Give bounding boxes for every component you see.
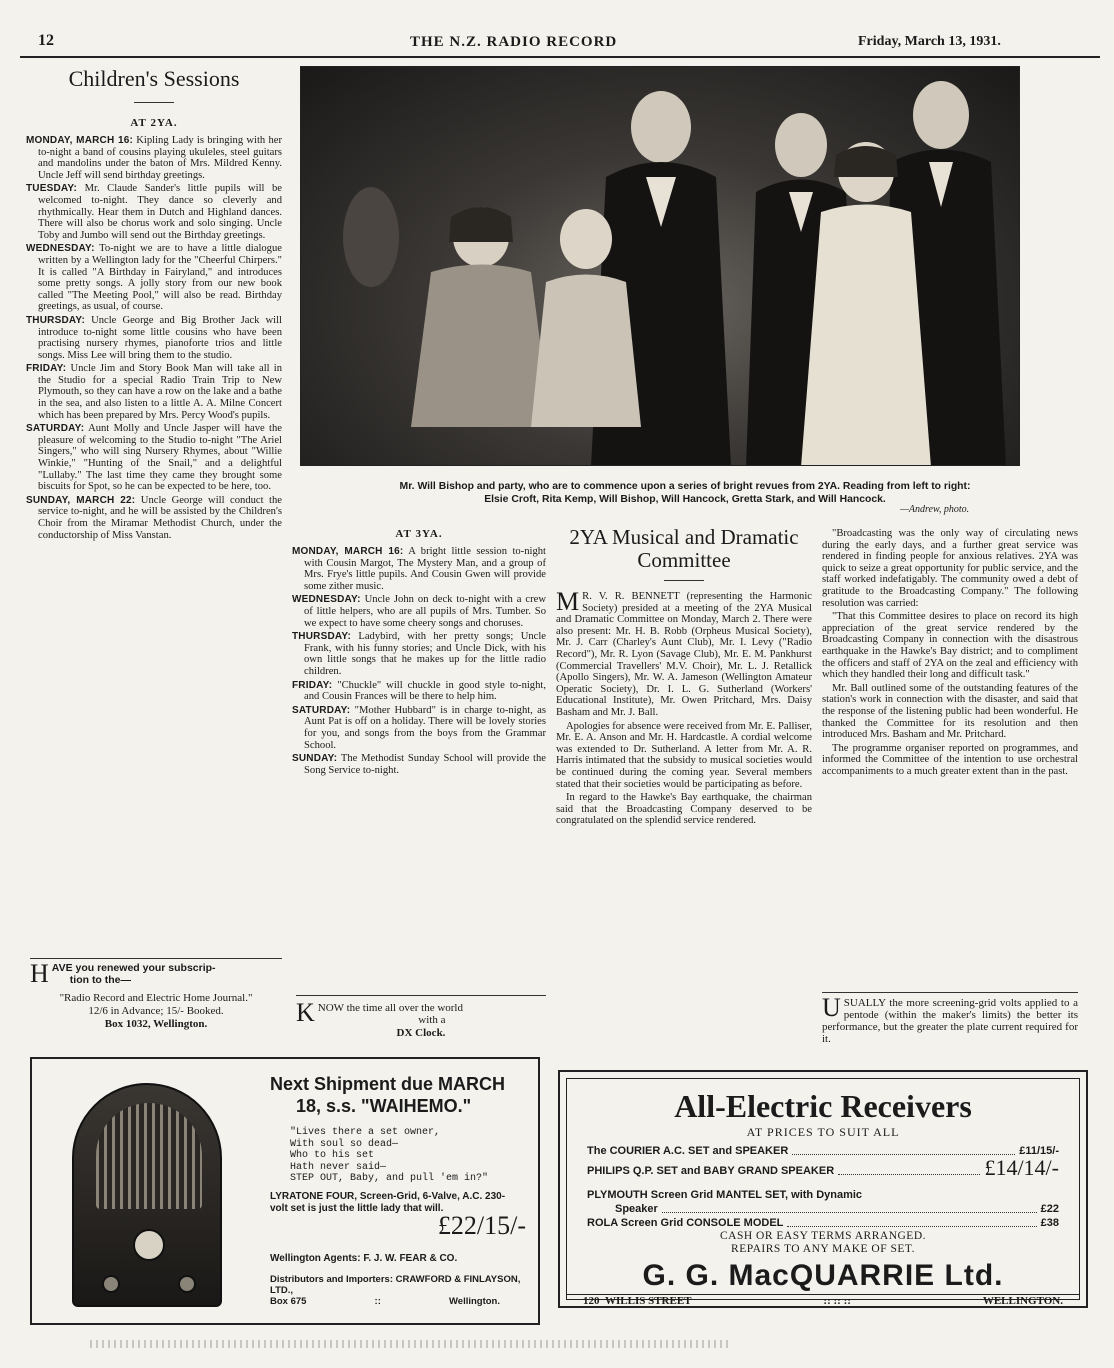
dx-clock-initial: K: [296, 998, 315, 1027]
woman-head-2: [560, 209, 612, 269]
committee-para5: "That this Committee desires to place on record its high appreciation of the great service rendered by the Broadcasting Company in connection with the disastrous earthquake in the Hawke's Bay district; and to compliment the officers and staff of 2YA on the zeal and efficiency with which they handled their long and difficult task.": [822, 611, 1078, 681]
poem-line: Hath never said—: [290, 1161, 387, 1173]
session-entry: [26, 363, 282, 421]
session-entry: [292, 753, 546, 776]
plymouth-line: PLYMOUTH Screen Grid MANTEL SET, with Dynamic: [587, 1189, 863, 1201]
rola-price: £38: [1040, 1217, 1059, 1229]
session-entry: [292, 680, 546, 703]
woman-dress-2: [531, 275, 641, 428]
party-photo: [300, 66, 1020, 466]
photo-caption: [290, 480, 1080, 506]
terms-line: CASH OR EASY TERMS ARRANGED.: [719, 1230, 927, 1242]
lyratone-advertisement: [30, 1057, 540, 1325]
man-head-3: [913, 81, 969, 149]
poem-line: With soul so dead—: [290, 1138, 399, 1150]
committee-rule: [664, 580, 704, 581]
session-day: THURSDAY:: [26, 314, 86, 326]
macquarrie-advertisement: [558, 1070, 1088, 1308]
session-day: THURSDAY:: [292, 631, 352, 643]
session-text: Uncle George will conduct the service to-night, and he will be assisted by the Children's Choir from the Miramar Methodist Church, under the conductorship of Miss Vanstan.: [38, 494, 282, 541]
page-header: [0, 32, 1114, 56]
radio-knob-left: [102, 1275, 120, 1293]
lyratone-city: Wellington.: [448, 1295, 500, 1307]
plymouth-price: £22: [1040, 1203, 1059, 1215]
subscribe-box: Box 1032, Wellington.: [104, 1018, 208, 1031]
issue-date: Friday, March 13, 1931.: [858, 34, 1001, 49]
poem-line: Who to his set: [290, 1150, 375, 1161]
committee-initial: M: [556, 587, 580, 616]
lyratone-distributors: Distributors and Importers: CRAWFORD & FINLAYSON, LTD.,: [270, 1273, 521, 1296]
session-day: MONDAY, MARCH 16:: [292, 546, 404, 557]
dx-clock-line3: DX Clock.: [396, 1027, 446, 1039]
dx-clock-line2: with a: [418, 1014, 446, 1026]
committee-column-continued: [822, 528, 1078, 779]
committee-para7: The programme organiser reported on programmes, and informed the Committee of the intention to use orchestral accompaniments to a much greater extent than in the past.: [822, 742, 1078, 777]
dx-clock-line1: NOW the time all over the world: [317, 1002, 463, 1014]
session-entry: [292, 546, 546, 592]
macquarrie-address: 120 WILLIS STREET :: :: :: WELLINGTON.: [567, 1294, 1079, 1307]
at2ya-subheading: AT 2YA.: [130, 117, 178, 129]
poem-line: STEP OUT, Baby, and pull 'em in?": [290, 1173, 489, 1184]
session-entry: [26, 315, 282, 361]
session-day: MONDAY, MARCH 16:: [26, 135, 134, 146]
at3ya-column: [292, 528, 546, 778]
subscribe-initial: H: [30, 959, 49, 988]
session-day: WEDNESDAY:: [292, 594, 361, 606]
session-text: To-night we are to have a little dialogue written by a Wellington lady for the "Cheerful Chirpers." It is called "A Birthday in Fairyland," and introduces some pretty songs. A jolly story from our new book called "The Meeting Pool," will also be read. Birthday greetings, as usual, of course.: [38, 243, 282, 313]
section-rule: [134, 102, 174, 103]
at2ya-entries: [26, 135, 282, 541]
session-day: FRIDAY:: [26, 363, 67, 375]
lyratone-headline-2: 18, s.s. "WAIHEMO.": [296, 1096, 472, 1116]
pentode-note: [822, 992, 1078, 1045]
lyratone-agents: Wellington Agents: F. J. W. FEAR & CO.: [270, 1252, 458, 1264]
session-text: Aunt Molly and Uncle Jasper will have the pleasure of welcoming to the Studio to-night "The Ariel Singers," who will sing Nursery Rhymes, about "Willie Winkie," "Hunting of the Snail," and a delightful "Lullaby." The last time they came they brought some biscuits for Spot, so he can be expected to be here, too.: [38, 423, 282, 493]
radio-grill: [96, 1103, 202, 1209]
childrens-sessions-heading: Children's Sessions: [68, 66, 240, 91]
session-text: Uncle Jim and Story Book Man will take all in the Studio for a special Radio Train Trip to New Plymouth, so they can have a row on the lake and a bathe in the sea, and also listen to a little A. A. Milne Concert which has been prepared by Mrs. Percy Wood's pupils.: [38, 363, 282, 421]
philips-line: PHILIPS Q.P. SET and BABY GRAND SPEAKER £14/14/-: [587, 1155, 1059, 1180]
man-head-2: [775, 113, 827, 177]
at3ya-subheading: AT 3YA.: [395, 528, 443, 540]
subscribe-price: 12/6 in Advance; 15/- Booked.: [88, 1005, 224, 1018]
woman-dress-1: [411, 265, 551, 428]
man-head-1: [631, 91, 691, 163]
session-text: The Methodist Sunday School will provide the Song Service to-night.: [304, 753, 546, 776]
subscribe-journal: "Radio Record and Electric Home Journal.": [59, 992, 253, 1005]
radio-knob-right: [178, 1275, 196, 1293]
lyratone-separator: ::: [374, 1295, 381, 1307]
dx-clock-notice: [296, 995, 546, 1040]
session-text: "Chuckle" will chuckle in good style to-night, and Cousin Frances will be there to help him.: [304, 679, 546, 703]
macquarrie-subhead: AT PRICES TO SUIT ALL: [746, 1125, 900, 1139]
session-text: A bright little session to-night with Cousin Margot, The Mystery Man, and a group of Mrs. Frye's little pupils. And Cousin Gwen will provide some zither music.: [304, 546, 546, 592]
session-entry: [26, 183, 282, 241]
rola-line: ROLA Screen Grid CONSOLE MODEL £38: [587, 1217, 1059, 1229]
session-entry: [26, 135, 282, 181]
background-figure: [343, 187, 399, 287]
committee-para4: "Broadcasting was the only way of circulating news during the early days, and a further great service was rendered in finding people for anxious relatives. 2YA was quick to seize a great opportunity for public service, and the staff worked indefatigably. The community owed a debt of gratitude to the Broadcasting Company." The following resolution was carried:: [822, 528, 1078, 609]
photo-caption-line2: Elsie Croft, Rita Kemp, Will Bishop, Will Hancock, Gretta Stark, and Will Hancock.: [484, 494, 886, 505]
session-day: WEDNESDAY:: [26, 243, 95, 255]
lyratone-price: £22/15/-: [437, 1210, 526, 1240]
radio-cabinet-illustration: [72, 1083, 222, 1307]
subscribe-notice: [30, 958, 282, 1031]
header-rule: [20, 56, 1100, 58]
session-day: SATURDAY:: [292, 704, 351, 716]
session-day: SUNDAY:: [292, 753, 338, 765]
courier-price: £11/15/-: [1019, 1145, 1059, 1157]
lyratone-box: Box 675: [270, 1295, 307, 1307]
radio-dial: [133, 1229, 165, 1261]
session-text: Kipling Lady is bringing with her to-night a band of cousins playing ukuleles, steel guitars and mandolins under the baton of Mrs. Mildred Kenny. Uncle Jeff will send birthday greetings.: [38, 135, 282, 181]
session-text: Ladybird, with her pretty songs; Uncle Frank, with his funny stories; and Uncle Dick, with his own little songs that he makes up for the little radio children.: [304, 631, 546, 677]
pentode-text: SUALLY the more screening-grid volts applied to a pentode (within the maker's limits) the better its performance, but the greater the plate current required for it.: [822, 997, 1078, 1045]
session-day: SATURDAY:: [26, 423, 85, 435]
philips-price: £14/14/-: [984, 1155, 1059, 1180]
page-number: 12: [38, 32, 54, 49]
courier-line: The COURIER A.C. SET and SPEAKER £11/15/-: [587, 1145, 1059, 1157]
macquarrie-company: G. G. MacQUARRIE Ltd.: [642, 1259, 1004, 1292]
page-edge-noise: [90, 1340, 730, 1348]
pentode-initial: U: [822, 993, 841, 1022]
subscribe-line2: tion to the—: [69, 973, 132, 986]
committee-column: [556, 526, 812, 829]
poem-line: "Lives there a set owner,: [290, 1127, 441, 1138]
lyratone-headline-1: Next Shipment due MARCH: [270, 1074, 506, 1094]
plymouth-speaker-line: Speaker £22: [615, 1203, 1059, 1215]
session-entry: [292, 705, 546, 751]
repairs-line: REPAIRS TO ANY MAKE OF SET.: [731, 1243, 915, 1255]
session-entry: [26, 495, 282, 541]
committee-heading: 2YA Musical and Dramatic Committee: [569, 525, 799, 572]
session-text: Mr. Claude Sander's little pupils will be welcomed to-night. They dance so cleverly and rhythmically. Hear them in Dutch and Highland dances. There will also be chorus work and solo singing. Uncle Toby and Jumbo will send out the Birthday greetings.: [38, 183, 282, 241]
subscribe-line1: AVE you renewed your subscrip-: [51, 962, 216, 974]
at3ya-entries: [292, 546, 546, 776]
lyratone-body: LYRATONE FOUR, Screen-Grid, 6-Valve, A.C. 230-volt set is just the little lady that will.: [270, 1190, 506, 1214]
woman-dress-3: [801, 205, 931, 467]
session-entry: [26, 423, 282, 493]
session-day: TUESDAY:: [26, 183, 78, 195]
lyratone-address: [270, 1296, 500, 1307]
committee-para2: Apologies for absence were received from Mr. E. Palliser, Mr. E. A. Anson and Mr. H. Hardcastle. A cordial welcome was extended to Dr. Sutherland. A letter from Mr. A. R. Harris intimated that the subsidy to musical societies would be continued during the coming year. Several members stated that their societies would be participating as before.: [556, 720, 812, 790]
session-day: FRIDAY:: [292, 679, 333, 691]
session-text: Uncle George and Big Brother Jack will introduce to-night some little cousins who have been practising nursery rhymes, pianoforte trios and little songs. Miss Lee will bring them to the studio.: [38, 314, 282, 361]
session-entry: [292, 631, 546, 677]
party-photo-figures: [301, 67, 1020, 466]
publication-title: THE N.Z. RADIO RECORD: [410, 34, 618, 50]
committee-para6: Mr. Ball outlined some of the outstanding features of the station's work in connection with the disaster, and said that the response of the listening public had been wonderful. He thanked the Committee for its resolution and then introduced Mrs. Basham and Mr. Pritchard.: [822, 682, 1078, 741]
lyratone-poem: [290, 1127, 532, 1185]
session-text: Uncle John on deck to-night with a crew of little helpers, who are all pupils of Mrs. Tumber. So we expect to have some cheery songs and choruses.: [304, 594, 546, 629]
session-text: "Mother Hubbard" is in charge to-night, as Aunt Pat is off on a holiday. There will be lovely stories for you, and songs from the boys from the Grammar School.: [304, 704, 547, 751]
macquarrie-headline: All-Electric Receivers: [674, 1088, 972, 1124]
session-entry: [292, 594, 546, 629]
photo-credit: —Andrew, photo.: [900, 504, 970, 515]
photo-caption-line1: Mr. Will Bishop and party, who are to commence upon a series of bright revues from 2YA. Reading from left to right:: [399, 481, 971, 492]
committee-para1: R. V. R. BENNETT (representing the Harmonic Society) presided at a meeting of the 2YA Musical and Dramatic Committee on Monday, March 2. There were also present: Mr. H. B. Robb (Orpheus Musical Society), Mr. J. Carr (Charley's Aunt Club), Mr. I. Levy ("Radio Record"), Mr. R. Lyon (Savage Club), Mr. E. M. Pankhurst (Commercial Travellers' M.V. Choir), Mr. L. J. Retallick (Apollo Singers), Mr. W. A. Jameson (Wellington Amateur Operatic Society), Dr. I. L. G. Sutherland (Workers' Educational Institute), Mr. Owen Pritchard, Mrs. Daisy Basham and Mr. J. Ball.: [556, 591, 812, 718]
committee-para3: In regard to the Hawke's Bay earthquake, the chairman said that the Broadcasting Company deserved to be congratulated on the splendid service rendered.: [556, 792, 812, 827]
session-day: SUNDAY, MARCH 22:: [26, 494, 136, 506]
lyratone-headline: [270, 1073, 532, 1117]
session-entry: [26, 243, 282, 313]
childrens-sessions-column: [26, 66, 282, 543]
